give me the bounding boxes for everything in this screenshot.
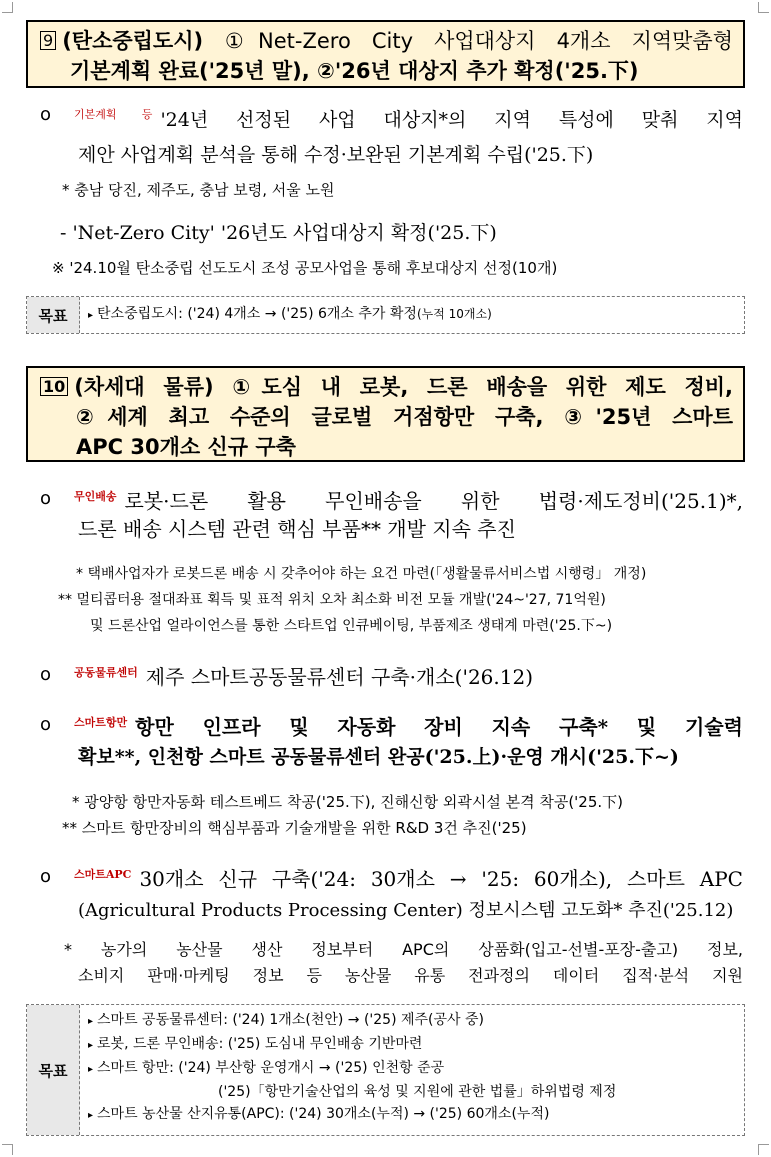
s9-paragraph-1 xyxy=(70,100,743,135)
section-9-header-line1 xyxy=(40,26,733,56)
s10-b4-note2: 소비지 판매·마케팅 정보 등 농산물 유통 전과정의 데이터 집적·분석 지원 xyxy=(78,966,743,985)
section-10-header-line2: ②세계 최고 수준의 글로벌 거점항만 구축, ③'25년 스마트 xyxy=(76,405,733,429)
page-corner-mark xyxy=(758,2,769,13)
triangle-bullet-icon: ▸ xyxy=(88,1040,94,1051)
category-tag: 스마트항만 xyxy=(74,716,128,729)
s10-b2: $^{공동물류센터}$ 제주 스마트공동물류센터 구축·개소('26.12) xyxy=(74,665,533,689)
s10-b4-note1: * 농가의 농산물 생산 정보부터 APC의 상품화(입고-선별-포장-출고) 정보, xyxy=(64,940,743,959)
s10-b1-note2: ** 멀티콥터용 절대좌표 획득 및 표적 위치 오차 최소화 비전 모듈 개발('24~'27, 71억원) xyxy=(58,592,606,608)
page-corner-mark xyxy=(2,1144,13,1155)
s9-p2: - 'Net-Zero City' '26년도 사업대상지 확정('25.下) xyxy=(60,222,497,244)
bullet-circle: o xyxy=(40,104,52,125)
triangle-bullet-icon: ▸ xyxy=(88,310,94,321)
section-9-header-line2: 기본계획 완료('25년 말), ②'26년 대상지 추가 확정('25.下) xyxy=(70,59,639,83)
s10-b1-note3: 및 드론산업 얼라이언스를 통한 스타트업 인큐베이팅, 부품제조 생태계 마련('25.下~) xyxy=(90,618,613,634)
bullet-circle: o xyxy=(40,866,52,887)
section-9-header xyxy=(26,20,745,88)
s9-p1-line1: '24년 선정된 사업 대상지*의 지역 특성에 맞춰 지역 xyxy=(160,109,743,131)
section-10-header-line1: 10 (차세대 물류) ①도심 내 로봇, 드론 배송을 위한 제도 정비, xyxy=(40,372,733,402)
category-tag: 공동물류센터 xyxy=(74,666,138,679)
section-10-header-line3: APC 30개소 신규 구축 xyxy=(76,435,296,459)
s9-goal-box xyxy=(26,296,745,334)
category-tag: 기본계획 등 xyxy=(74,108,153,121)
s9-p1-note: * 충남 당진, 제주도, 충남 보령, 서울 노원 xyxy=(62,181,335,199)
goal-item: ▸ 스마트 농산물 산지유통(APC): ('24) 30개소(누적) → ('25) 60개소(누적) xyxy=(88,1106,550,1122)
bullet-circle: o xyxy=(40,664,52,685)
goal-item: ▸ 탄소중립도시: ('24) 4개소 → ('25) 6개소 추가 확정(누적 10개소) xyxy=(88,306,492,322)
category-tag: 스마트APC xyxy=(74,868,132,881)
category-tag: 무인배송 xyxy=(74,490,117,503)
page-corner-mark xyxy=(2,2,13,13)
goal-item: ▸ 스마트 공동물류센터: ('24) 1개소(천안) → ('25) 제주(공사 중) xyxy=(88,1012,484,1028)
s10-b1-line2: 드론 배송 시스템 관련 핵심 부품** 개발 지속 추진 xyxy=(78,517,516,541)
s9-p3-note: ※ '24.10월 탄소중립 선도도시 조성 공모사업을 통해 후보대상지 선정(10개) xyxy=(52,259,558,277)
s10-b3-line1: $^{스마트항만}$ 항만 인프라 및 자동화 장비 지속 구축* 및 기술력 xyxy=(74,715,743,739)
s10-b3-note2: ** 스마트 항만장비의 핵심부품과 기술개발을 위한 R&D 3건 추진('25) xyxy=(62,819,527,837)
goal-item: ('25)「항만기술산업의 육성 및 지원에 관한 법률」하위법령 제정 xyxy=(218,1084,617,1100)
page-corner-mark xyxy=(758,1144,769,1155)
s10-b4-line2: (Agricultural Products Processing Center) 정보시스템 고도화* 추진('25.12) xyxy=(78,900,734,921)
section-number: 9 xyxy=(40,31,56,50)
triangle-bullet-icon: ▸ xyxy=(88,1016,94,1027)
section-number: 10 xyxy=(40,377,68,396)
bullet-circle: o xyxy=(40,488,52,509)
triangle-bullet-icon: ▸ xyxy=(88,1064,94,1075)
s10-b4-line1: $^{스마트APC}$ 30개소 신규 구축('24: 30개소 → '25: 60개소), 스마트 APC xyxy=(74,867,743,891)
goal-item: ▸ 로봇, 드론 무인배송: ('25) 도심내 무인배송 기반마련 xyxy=(88,1036,423,1052)
s10-b3-line2: 확보**, 인천항 스마트 공동물류센터 완공('25.上)·운영 개시('25.下~) xyxy=(78,746,679,768)
triangle-bullet-icon: ▸ xyxy=(88,1110,94,1121)
s10-goal-box xyxy=(26,1004,745,1136)
s10-b3-note1: * 광양항 항만자동화 테스트베드 착공('25.下), 진해신항 외곽시설 본격 착공('25.下) xyxy=(72,793,624,811)
goal-item: ▸ 스마트 항만: ('24) 부산항 운영개시 → ('25) 인천항 준공 xyxy=(88,1060,445,1076)
goal-label: 목표 xyxy=(27,297,80,333)
bullet-circle: o xyxy=(40,714,52,735)
section-9-header-rest: ①Net-Zero City 사업대상지 4개소 지역맞춤형 xyxy=(224,29,733,53)
goal-label: 목표 xyxy=(27,1005,80,1135)
section-9-title: (탄소중립도시) xyxy=(62,29,204,53)
s10-b1-line1: $^{무인배송}$ 로봇·드론 활용 무인배송을 위한 법령·제도정비('25.1)*, xyxy=(74,489,743,513)
s10-b1-note1: * 택배사업자가 로봇드론 배송 시 갖추어야 하는 요건 마련(「생활물류서비스법 시행령」 개정) xyxy=(76,566,647,582)
section-10-header xyxy=(26,366,745,462)
s9-p1-line2: 제안 사업계획 분석을 통해 수정·보완된 기본계획 수립('25.下) xyxy=(78,144,594,166)
